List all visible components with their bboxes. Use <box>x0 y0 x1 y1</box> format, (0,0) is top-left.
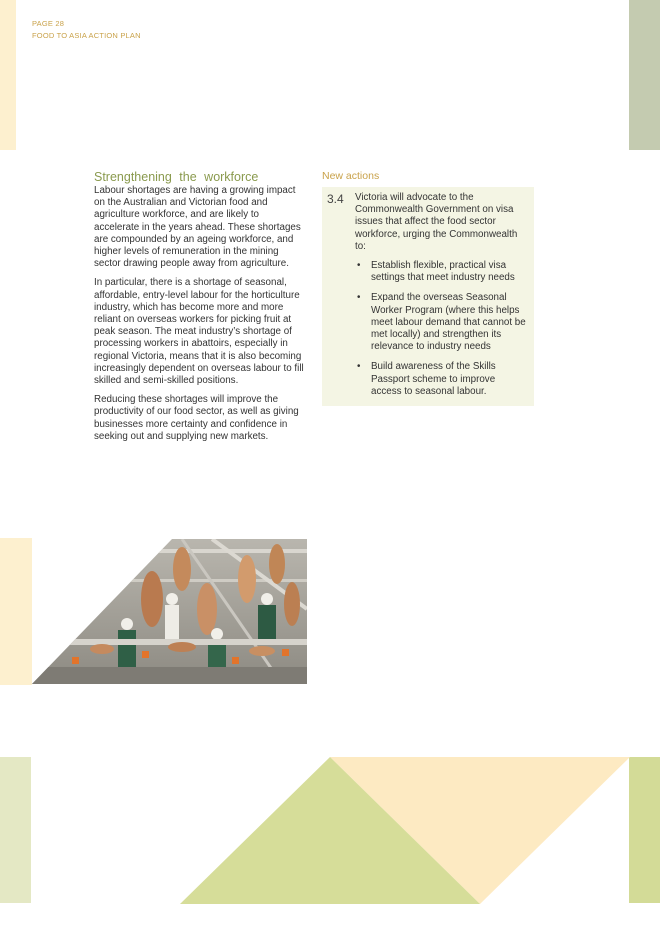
action-bullet-text: Build awareness of the Skills Passport scheme to improve access to seasonal labour. <box>371 361 496 397</box>
body-paragraph-1: Labour shortages are having a growing impact on the Australian and Victorian food and agriculture workforce, and are likely to accelerate in the years ahead. These shortages are compounded by an ageing workforce, and higher levels of remuneration in the mining sector drawing people away from agriculture. <box>94 185 301 270</box>
bullet-marker: • <box>357 361 361 373</box>
abattoir-photo <box>32 539 307 684</box>
action-bullet-text: Expand the overseas Seasonal Worker Program (where this helps meet labour demand that cannot be met locally) and strengthen its relevance to industry needs <box>371 292 526 353</box>
action-bullet <box>355 361 527 398</box>
new-actions-label: New actions <box>322 170 380 182</box>
action-intro: Victoria will advocate to the Commonwealth Government on visa issues that affect the food sector workforce, urging the Commonwealth to: <box>355 192 518 252</box>
page-number: PAGE 28 <box>32 19 65 28</box>
decor-top-right-bar <box>629 0 660 150</box>
decor-bottom-triangles <box>180 757 630 904</box>
action-bullet-text: Establish flexible, practical visa settings that meet industry needs <box>371 260 515 284</box>
body-paragraph-2: In particular, there is a shortage of seasonal, affordable, entry-level labour for the horticulture industry, which has become more and more reliant on overseas workers for picking fruit at peak season. The meat industry’s shortage of processing workers in abattoirs, especially in regional Victoria, means that it is also becoming increasingly dependent on overseas labour to fill skilled and semi-skilled positions. <box>94 277 304 387</box>
decor-mid-left-bar <box>0 538 32 685</box>
section-heading: Strengthening the workforce <box>94 170 259 184</box>
action-bullet <box>355 260 527 284</box>
action-content <box>355 192 527 406</box>
bullet-marker: • <box>357 260 361 272</box>
body-paragraph-3: Reducing these shortages will improve the productivity of our food sector, as well as giving businesses more certainty and confidence in seeking out and supplying new markets. <box>94 394 299 442</box>
action-number: 3.4 <box>327 192 344 206</box>
action-bullet-list <box>355 260 527 398</box>
action-box <box>322 187 534 406</box>
document-title: FOOD TO ASIA ACTION PLAN <box>32 31 141 40</box>
decor-top-left-bar <box>0 0 16 150</box>
body-text <box>94 185 306 450</box>
decor-bottom-left-bar <box>0 757 31 903</box>
bullet-marker: • <box>357 292 361 304</box>
action-bullet <box>355 292 527 353</box>
decor-bottom-right-bar <box>629 757 660 903</box>
